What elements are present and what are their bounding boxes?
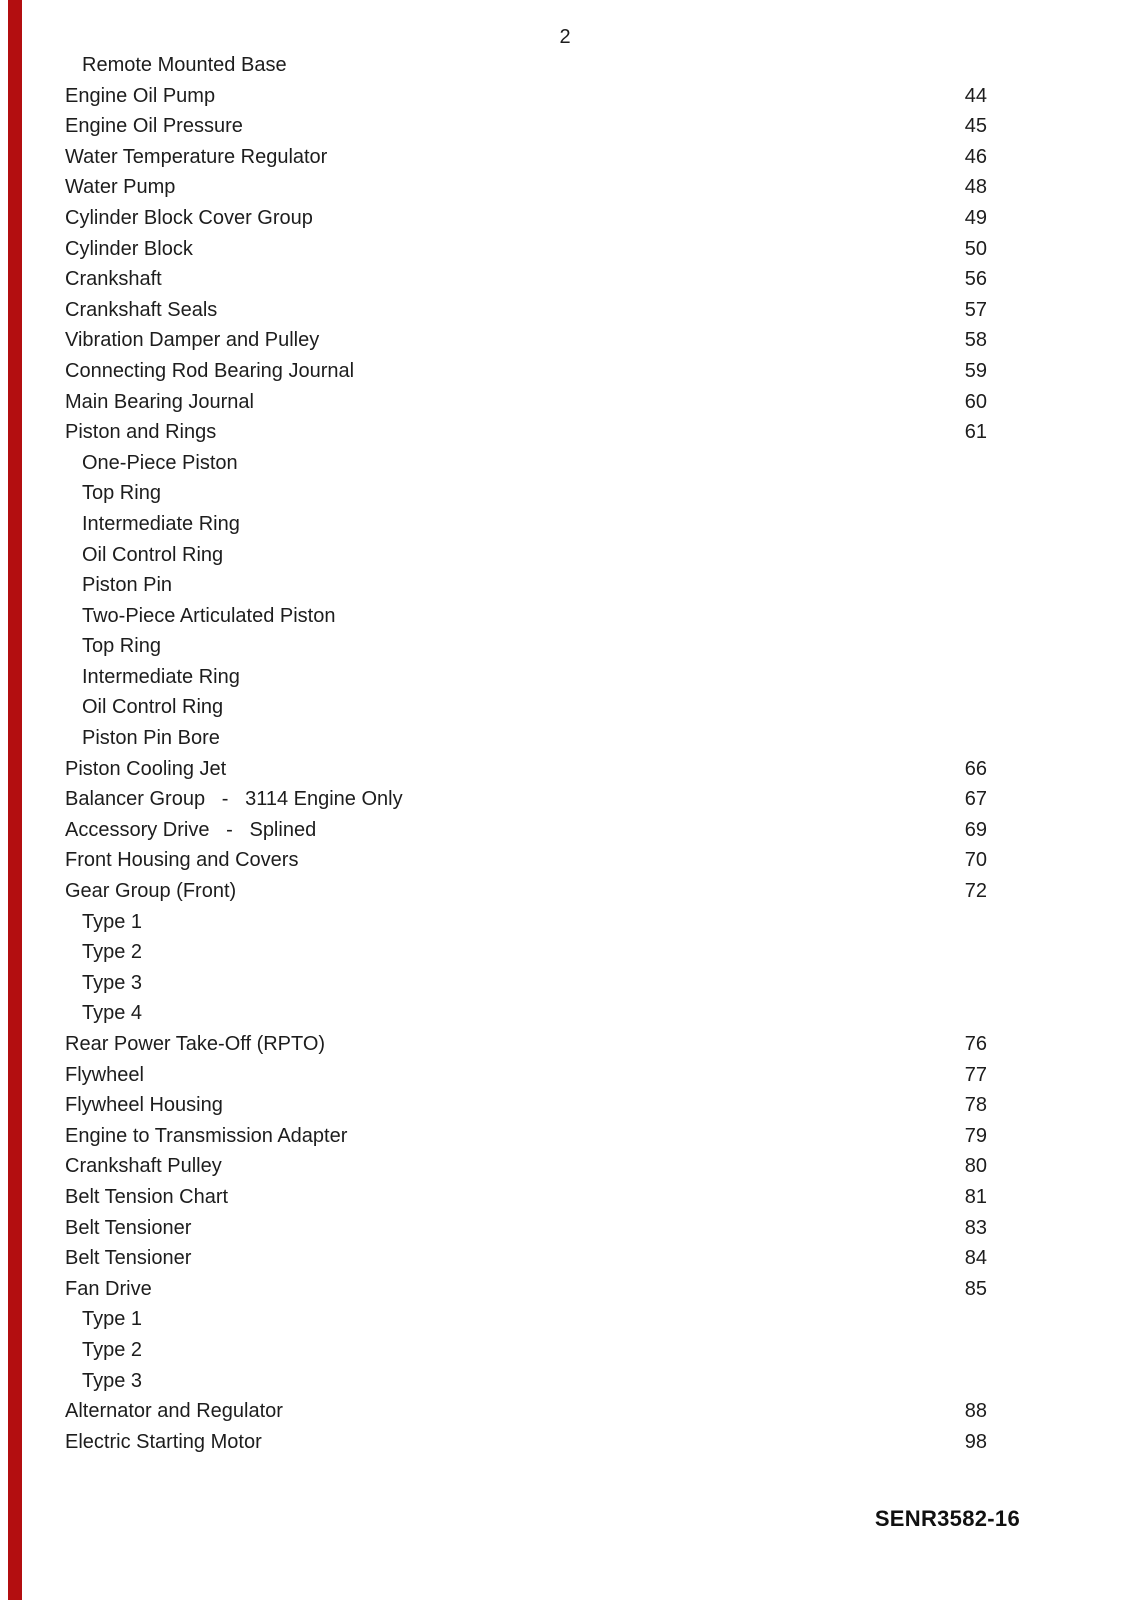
toc-entry-label: Intermediate Ring	[82, 512, 240, 535]
toc-entry-label: Crankshaft Pulley	[65, 1155, 222, 1178]
toc-entry-label: Cylinder Block Cover Group	[65, 206, 313, 229]
toc-entry	[65, 998, 987, 1029]
toc-entry-page: 44	[964, 84, 987, 107]
toc-entry	[65, 234, 987, 265]
toc-entry-label: Flywheel Housing	[65, 1094, 223, 1117]
toc-entry	[65, 968, 987, 999]
toc-entry	[65, 417, 987, 448]
toc-entry-label: Top Ring	[82, 482, 161, 505]
toc-entry	[65, 387, 987, 418]
toc-entry	[65, 662, 987, 693]
toc-entry-label: Main Bearing Journal	[65, 390, 254, 413]
toc-entry-page: 57	[964, 298, 987, 321]
toc-entry-page: 56	[964, 268, 987, 291]
toc-entry-page: 98	[964, 1430, 987, 1453]
toc-entry-page: 80	[964, 1155, 987, 1178]
toc-entry	[65, 540, 987, 571]
toc-entry	[65, 111, 987, 142]
toc-entry	[65, 1213, 987, 1244]
toc-entry-label: Alternator and Regulator	[65, 1400, 283, 1423]
toc-entry-page: 59	[964, 359, 987, 382]
toc-entry	[65, 631, 987, 662]
toc-entry-label: Type 4	[82, 1002, 143, 1025]
toc-entry-page: 72	[964, 880, 987, 903]
toc-entry-label: Top Ring	[82, 635, 161, 658]
toc-entry	[65, 1335, 987, 1366]
toc-entry-page: 45	[964, 115, 987, 138]
toc-entry-label: Two-Piece Articulated Piston	[82, 604, 336, 627]
toc-entry	[65, 1427, 987, 1458]
toc-entry	[65, 1151, 987, 1182]
toc-entry-label: Type 2	[82, 941, 143, 964]
toc-entry-label: Type 1	[82, 910, 143, 933]
toc-entry-page: 78	[964, 1094, 987, 1117]
toc-entry-page: 58	[964, 329, 987, 352]
toc-entry-label: Oil Control Ring	[82, 543, 224, 566]
toc-entry-label: Oil Control Ring	[82, 696, 224, 719]
toc-entry	[65, 478, 987, 509]
toc-entry-page: 50	[964, 237, 987, 260]
toc-entry	[65, 601, 987, 632]
toc-entry-label: Belt Tensioner	[65, 1247, 192, 1270]
toc-entry	[65, 1029, 987, 1060]
toc-entry-label: Crankshaft	[65, 268, 162, 291]
toc-entry	[65, 570, 987, 601]
toc-entry	[65, 356, 987, 387]
toc-entry-page: 84	[964, 1247, 987, 1270]
toc-entry	[65, 1366, 987, 1397]
toc-entry-page: 67	[964, 788, 987, 811]
page-number: 2	[559, 26, 571, 48]
toc-entry-label: Belt Tensioner	[65, 1216, 192, 1239]
toc-entry	[65, 784, 987, 815]
toc-entry-label: Engine Oil Pump	[65, 84, 216, 107]
toc-entry	[65, 876, 987, 907]
toc-entry-label: Connecting Rod Bearing Journal	[65, 359, 355, 382]
toc-entry-label: Intermediate Ring	[82, 665, 240, 688]
toc-entry-label: Crankshaft Seals	[65, 298, 218, 321]
toc-entry	[65, 172, 987, 203]
toc-entry-label: Cylinder Block	[65, 237, 193, 260]
toc-entry-page: 48	[964, 176, 987, 199]
toc-entry	[65, 1243, 987, 1274]
toc-entry-page: 66	[964, 757, 987, 780]
toc-entry-page: 85	[964, 1277, 987, 1300]
toc-entry	[65, 907, 987, 938]
toc-entry-label: Type 1	[82, 1308, 143, 1331]
toc-entry-label: Belt Tension Chart	[65, 1185, 229, 1208]
toc-entry-label: Vibration Damper and Pulley	[65, 329, 320, 352]
toc-entry	[65, 845, 987, 876]
toc-entry	[65, 295, 987, 326]
toc-entry	[65, 1090, 987, 1121]
toc-entry	[65, 1274, 987, 1305]
toc-entry-page: 46	[964, 145, 987, 168]
toc-entry-label: Electric Starting Motor	[65, 1430, 262, 1453]
toc-entry-label: Front Housing and Covers	[65, 849, 299, 872]
toc-entry	[65, 815, 987, 846]
toc-entry	[65, 1304, 987, 1335]
toc-entry	[65, 50, 987, 81]
toc-entry	[65, 692, 987, 723]
toc-entry-label: Piston Cooling Jet	[65, 757, 227, 780]
toc-entry	[65, 509, 987, 540]
toc-entry-label: Remote Mounted Base	[82, 54, 287, 76]
toc-entry-label: Fan Drive	[65, 1277, 152, 1300]
binding-edge-stripe	[8, 0, 22, 1600]
toc-entry-label: Piston Pin Bore	[82, 727, 220, 750]
toc-entry-label: Rear Power Take-Off (RPTO)	[65, 1033, 326, 1055]
toc-entry-label: Type 3	[82, 1369, 143, 1392]
toc-entry-page: 49	[964, 206, 987, 229]
toc-entry	[65, 754, 987, 785]
toc-entry-page: 76	[964, 1033, 987, 1055]
toc-entry-page: 81	[964, 1185, 987, 1208]
toc-entry	[65, 1121, 987, 1152]
toc-entry	[65, 1182, 987, 1213]
toc-entry-label: One-Piece Piston	[82, 451, 238, 474]
toc-entry-label: Type 2	[82, 1338, 143, 1361]
toc-entry-label: Balancer Group - 3114 Engine Only	[65, 788, 403, 811]
toc-entry-page: 69	[964, 818, 987, 841]
toc-entry-page: 70	[964, 849, 987, 872]
toc-entry-page: 77	[964, 1063, 987, 1086]
toc-entry-label: Gear Group (Front)	[65, 880, 237, 903]
toc-entry	[65, 1060, 987, 1091]
toc-entry	[65, 81, 987, 112]
toc-entry-page: 79	[964, 1124, 987, 1147]
toc-entry-page: 61	[964, 421, 987, 444]
toc-entry	[65, 264, 987, 295]
toc-entry-label: Water Pump	[65, 176, 176, 199]
toc-entry-label: Water Temperature Regulator	[65, 145, 328, 168]
toc-entry-page: 88	[964, 1400, 987, 1423]
toc-entry	[65, 203, 987, 234]
toc-entry-label: Engine Oil Pressure	[65, 115, 243, 138]
document-code: SENR3582-16	[874, 1506, 1020, 1531]
toc-entry-label: Type 3	[82, 971, 143, 994]
toc-entry	[65, 142, 987, 173]
toc-entry-label: Engine to Transmission Adapter	[65, 1124, 348, 1147]
toc-entry	[65, 937, 987, 968]
toc-entry-page: 83	[964, 1216, 987, 1239]
toc-entry-label: Piston and Rings	[65, 421, 217, 444]
toc-entry	[65, 723, 987, 754]
toc-entry	[65, 1396, 987, 1427]
toc-entry-label: Flywheel	[65, 1063, 144, 1086]
toc-entry-page: 60	[964, 390, 987, 413]
toc-entry	[65, 448, 987, 479]
toc-entry	[65, 325, 987, 356]
toc-entry-label: Accessory Drive - Splined	[65, 818, 317, 841]
toc-list	[65, 50, 987, 1457]
toc-entry-label: Piston Pin	[82, 574, 173, 597]
